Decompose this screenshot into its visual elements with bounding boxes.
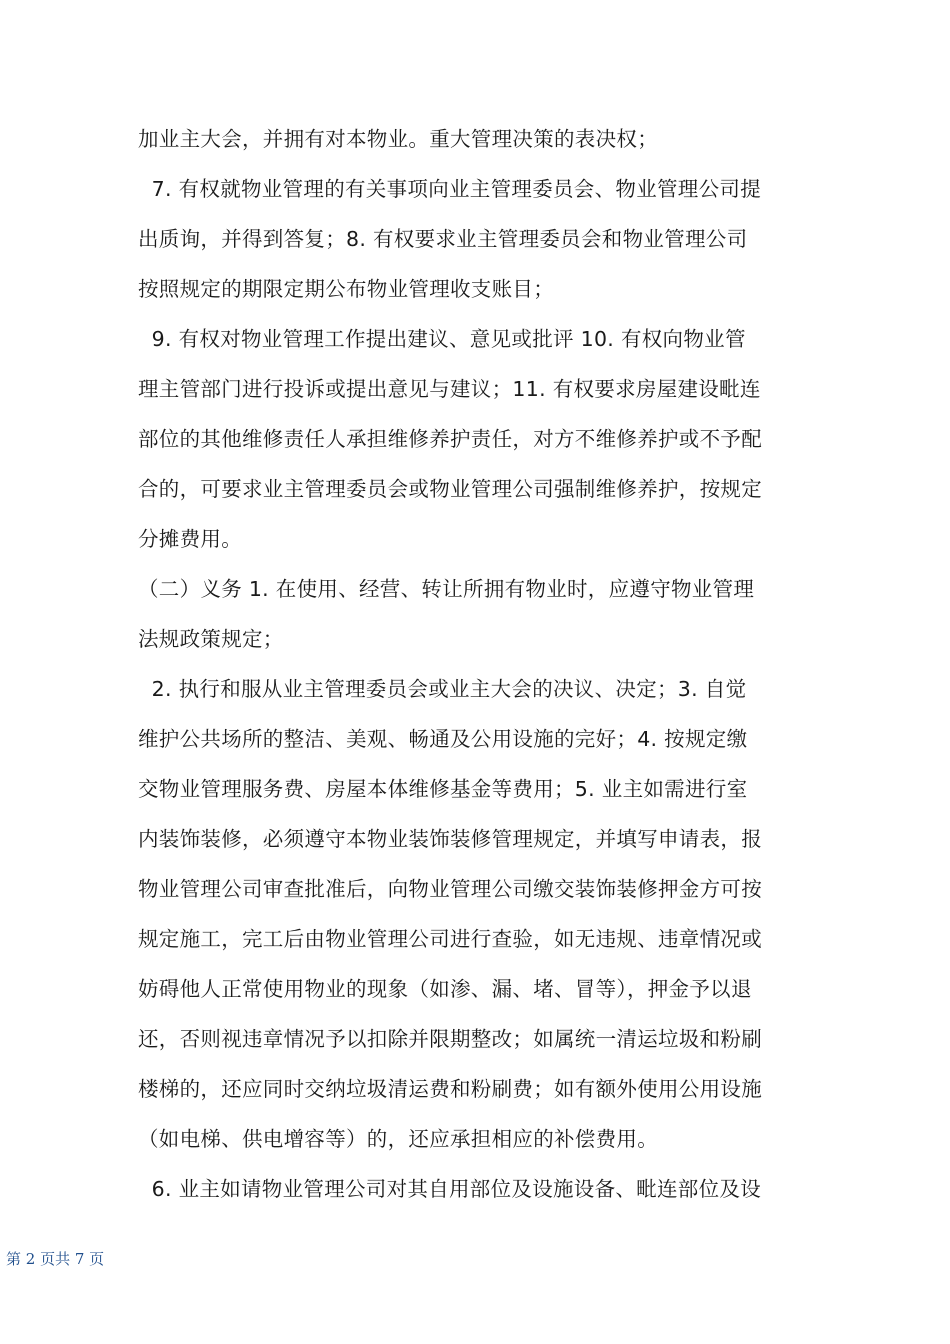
text-line: 理主管部门进行投诉或提出意见与建议；11. 有权要求房屋建设毗连: [138, 377, 761, 401]
text-line: 内装饰装修，必须遵守本物业装饰装修管理规定，并填写申请表，报: [138, 827, 762, 851]
text-line: （二）义务 1. 在使用、经营、转让所拥有物业时，应遵守物业管理: [138, 577, 755, 601]
document-body: [138, 114, 818, 1214]
text-line: 2. 执行和服从业主管理委员会或业主大会的决议、决定；3. 自觉: [138, 677, 747, 701]
text-line: 出质询，并得到答复；8. 有权要求业主管理委员会和物业管理公司: [138, 227, 748, 251]
text-line: （如电梯、供电增容等）的，还应承担相应的补偿费用。: [138, 1127, 658, 1151]
text-line: 物业管理公司审查批准后，向物业管理公司缴交装饰装修押金方可按: [138, 877, 762, 901]
text-line: 部位的其他维修责任人承担维修养护责任，对方不维修养护或不予配: [138, 427, 762, 451]
text-line: 交物业管理服务费、房屋本体维修基金等费用；5. 业主如需进行室: [138, 777, 748, 801]
text-line: 按照规定的期限定期公布物业管理收支账目；: [138, 277, 554, 301]
text-line: 妨碍他人正常使用物业的现象（如渗、漏、堵、冒等），押金予以退: [138, 977, 752, 1001]
text-line: 规定施工，完工后由物业管理公司进行查验，如无违规、违章情况或: [138, 927, 762, 951]
text-line: 分摊费用。: [138, 527, 242, 551]
text-line: 6. 业主如请物业管理公司对其自用部位及设施设备、毗连部位及设: [138, 1177, 762, 1201]
text-line: 9. 有权对物业管理工作提出建议、意见或批评 10. 有权向物业管: [138, 327, 746, 351]
text-line: 7. 有权就物业管理的有关事项向业主管理委员会、物业管理公司提: [138, 177, 762, 201]
text-line: 还，否则视违章情况予以扣除并限期整改；如属统一清运垃圾和粉刷: [138, 1027, 762, 1051]
page-number: 第 2 页共 7 页: [6, 1250, 105, 1268]
text-line: 维护公共场所的整洁、美观、畅通及公用设施的完好；4. 按规定缴: [138, 727, 748, 751]
text-line: 法规政策规定；: [138, 627, 284, 651]
text-line: 合的，可要求业主管理委员会或物业管理公司强制维修养护，按规定: [138, 477, 762, 501]
text-line: 加业主大会，并拥有对本物业。重大管理决策的表决权；: [138, 127, 658, 151]
text-line: 楼梯的，还应同时交纳垃圾清运费和粉刷费；如有额外使用公用设施: [138, 1077, 762, 1101]
